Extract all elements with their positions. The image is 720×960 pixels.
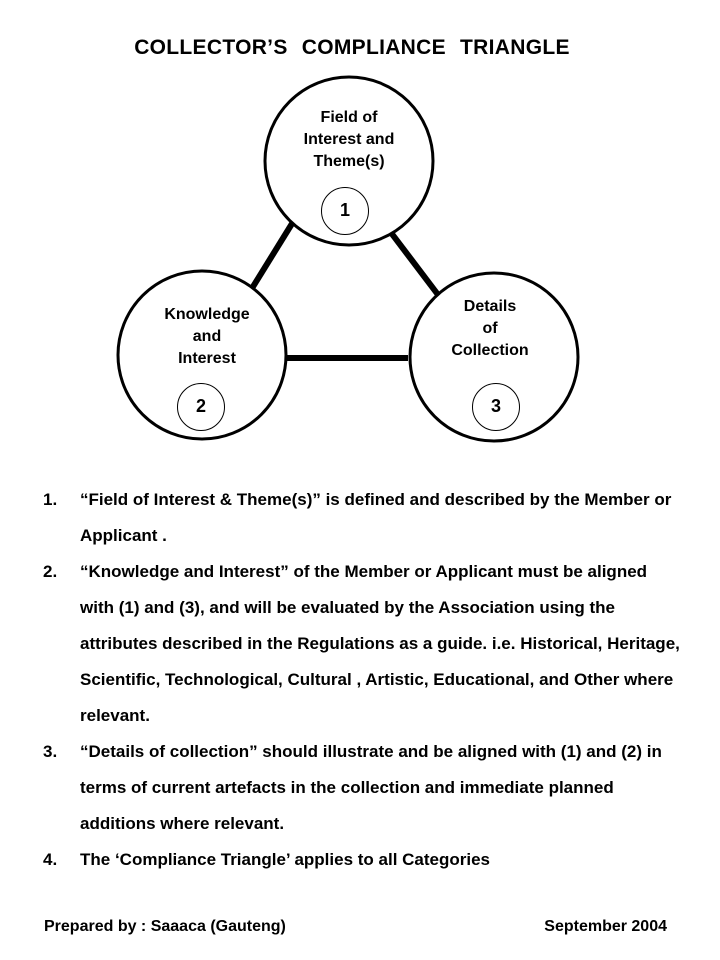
node-number-badge-3: 3 [472, 383, 520, 431]
node-label-line: Collection [451, 342, 529, 359]
node-label-line: Theme(s) [313, 153, 385, 170]
node-label-line: Interest [178, 350, 236, 367]
node-label-line: and [192, 328, 222, 345]
list-item-text: The ‘Compliance Triangle’ applies to all Categories [80, 850, 491, 869]
node-label-knowledge-interest [137, 304, 277, 370]
node-label-field-of-interest [279, 107, 419, 173]
list-item-number: 3. [43, 742, 58, 761]
list-item-text: “Field of Interest & Theme(s)” is defined and described by the Member or Applicant . [80, 490, 672, 545]
notes-list [43, 482, 683, 878]
node-number-badge-1: 1 [321, 187, 369, 235]
node-label-line: of [482, 320, 498, 337]
node-number-badge-2: 2 [177, 383, 225, 431]
list-item-text: “Knowledge and Interest” of the Member or Applicant must be aligned with (1) and (3), and will be evaluated by the Association using the attributes described in the Regulations as a guide. i.e. Historical, Heritage, Scientific, Technological, Cultural , Artistic, Educational, and Other where relevant. [80, 562, 680, 725]
list-item-number: 2. [43, 562, 58, 581]
list-item [43, 842, 683, 878]
list-item-text: “Details of collection” should illustrate and be aligned with (1) and (2) in terms of current artefacts in the collection and immediate planned additions where relevant. [80, 742, 662, 833]
node-label-line: Knowledge [164, 306, 250, 323]
node-label-line: Interest and [303, 131, 395, 148]
node-label-line: Field of [320, 109, 378, 126]
date-label: September 2004 [544, 918, 667, 935]
node-label-line: Details [463, 298, 517, 315]
prepared-by: Prepared by : Saaaca (Gauteng) [44, 918, 286, 935]
node-label-details-collection [420, 296, 560, 362]
connector-1-3 [389, 230, 442, 300]
page-title: COLLECTOR’S COMPLIANCE TRIANGLE [134, 36, 570, 59]
list-item [43, 734, 683, 842]
list-item [43, 482, 683, 554]
list-item-number: 1. [43, 490, 58, 509]
list-item [43, 554, 683, 734]
list-item-number: 4. [43, 850, 58, 869]
